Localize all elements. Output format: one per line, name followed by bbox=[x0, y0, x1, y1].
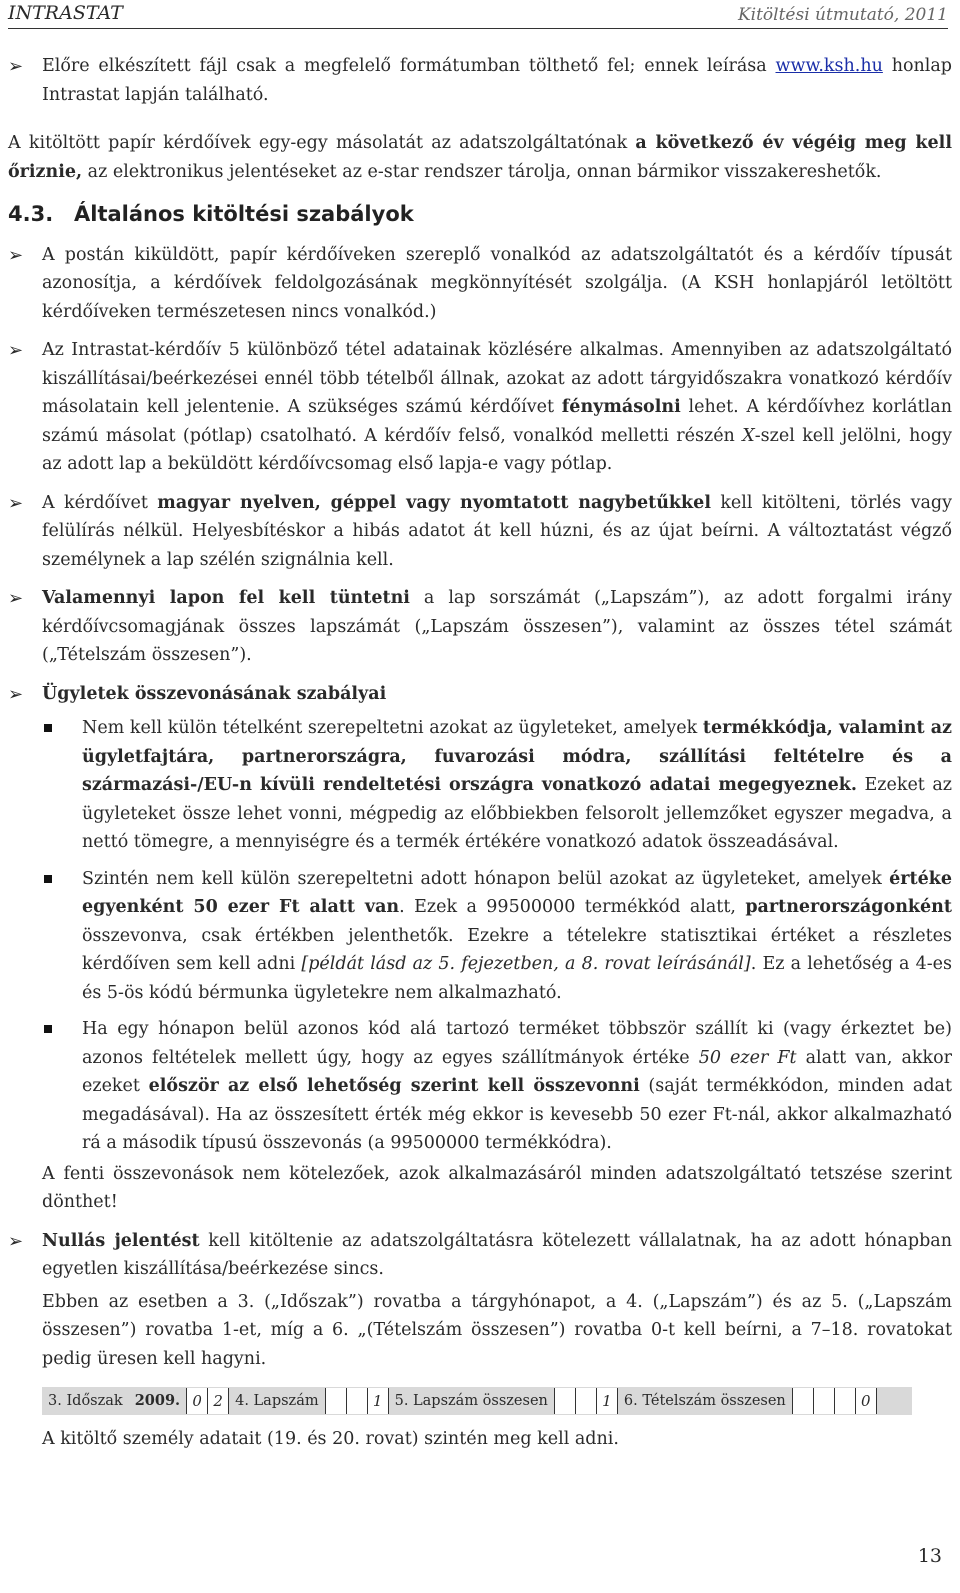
document-body bbox=[8, 52, 952, 1454]
field-year: 2009. bbox=[134, 1391, 181, 1409]
sub-list-item: Szintén nem kell külön szerepeltetni adott hónapon belül azokat az ügyleteket, amelyek értéke egyenként 50 ezer Ft alatt van. Ezek a 99500000 termékkód alatt, partnerországonként összevonva, csak értékben jelenthetők. Ezekre a tételekre statisztikai értéket a részletes kérdőíven sem kell adni [példát lásd az 5. fejezetben, a 8. rovat leírásánál]. Ez a lehetőség a 4-es és 5-ös kódú bérmunka ügyletekre nem alkalmazható. bbox=[8, 865, 952, 1008]
page-header bbox=[8, 0, 948, 29]
sub-list-item: Nem kell külön tételként szerepeltetni azokat az ügyleteket, amelyek termékkódja, valamint az ügyletfajtára, partnerországra, fuvarozási módra, szállítási feltételre és a származási-/EU-n kívüli rendeltetési országra vonatkozó adatai megegyeznek. Ezeket az ügyleteket össze lehet vonni, mégpedig az előbbiekben felsorolt jellemzőket egyszer megadva, a nettó tömegre, a mennyiségre és a termék értékére vonatkozó adatok összeadásával. bbox=[8, 714, 952, 857]
total-items-box bbox=[813, 1388, 834, 1414]
total-items-box: 0 bbox=[855, 1388, 877, 1414]
page-box: 1 bbox=[367, 1388, 389, 1414]
field-label: 5. Lapszám összesen bbox=[394, 1392, 548, 1409]
form-example-row bbox=[42, 1387, 912, 1415]
page-box bbox=[325, 1388, 346, 1414]
total-pages-box bbox=[575, 1388, 596, 1414]
header-subtitle: Kitöltési útmutató, 2011 bbox=[737, 5, 948, 25]
field-label: 3. Időszak bbox=[48, 1392, 123, 1409]
field-label: 4. Lapszám bbox=[235, 1392, 319, 1409]
page-number: 13 bbox=[917, 1545, 942, 1567]
section-heading: 4.3. Általános kitöltési szabályok bbox=[8, 202, 414, 226]
paragraph: A kitöltött papír kérdőívek egy-egy másolatát az adatszolgáltatónak a következő év végéig meg kell őriznie, az elektronikus jelentéseket az e-star rendszer tárolja, onnan bármikor visszakereshetők. bbox=[8, 133, 952, 182]
arrow-bullet-icon: ➢ bbox=[8, 683, 24, 705]
list-item bbox=[8, 680, 952, 709]
total-pages-box bbox=[554, 1388, 575, 1414]
list-item: ➢ Nullás jelentést kell kitöltenie az adatszolgáltatásra kötelezett vállalatnak, ha az adott hónapban egyetlen kiszállítása/beérkezése sincs. bbox=[8, 1227, 952, 1284]
total-items-box bbox=[792, 1388, 813, 1414]
list-item: ➢ A postán kiküldött, papír kérdőíveken szereplő vonalkód az adatszolgáltatót és a kérdőív típusát azonosítja, a kérdőívek feldolgozásának megkönnyítését szolgálja. (A KSH honlapjáról letöltött kérdőíveken természetesen nincs vonalkód.) bbox=[8, 241, 952, 327]
sub-list-item: Ha egy hónapon belül azonos kód alá tartozó terméket többször szállít ki (vagy érkeztet be) azonos feltételek mellett úgy, hogy az egyes szállítmányok értéke 50 ezer Ft alatt van, akkor ezeket először az első lehetőség szerint kell összevonni (saját termékkódon, minden adat megadásával). Ha az összesített érték még ekkor is kevesebb 50 ezer Ft-nál, akkor alkalmazható rá a második típusú összevonás (a 99500000 termékkódra). bbox=[8, 1015, 952, 1158]
arrow-bullet-icon: ➢ bbox=[8, 244, 24, 266]
arrow-bullet-icon: ➢ bbox=[8, 56, 24, 77]
paragraph: Ebben az esetben a 3. („Időszak”) rovatba a tárgyhónapot, a 4. („Lapszám”) és az 5. („Lapszám összesen”) rovatba 1-et, míg a 6. „(Tételszám összesen”) rovatba 0-t kell beírni, a 7–18. rovatokat pedig üresen kell hagyni. bbox=[42, 1291, 952, 1369]
square-bullet-icon bbox=[44, 1025, 52, 1033]
field-label: 6. Tételszám összesen bbox=[623, 1392, 786, 1409]
arrow-bullet-icon: ➢ bbox=[8, 588, 24, 609]
paragraph: A fenti összevonások nem kötelezőek, azok alkalmazásáról minden adatszolgáltató tetszése szerint dönthet! bbox=[42, 1163, 952, 1212]
ksh-link[interactable]: www.ksh.hu bbox=[775, 56, 883, 76]
period-box: 2 bbox=[207, 1388, 229, 1414]
arrow-bullet-icon: ➢ bbox=[8, 492, 24, 514]
square-bullet-icon bbox=[44, 724, 52, 732]
list-item: ➢ Valamennyi lapon fel kell tüntetni a lap sorszámát („Lapszám”), az adott forgalmi irány kérdőívcsomagjának összes lapszámát („Lapszám összesen”), valamint az összes tétel számát („Tételszám összesen”). bbox=[8, 584, 952, 670]
list-item: ➢ Előre elkészített fájl csak a megfelelő formátumban tölthető fel; ennek leírása www.ksh.hu honlap Intrastat lapján található. bbox=[8, 52, 952, 109]
list-item: ➢ Az Intrastat-kérdőív 5 különböző tétel adatainak közlésére alkalmas. Amennyiben az adatszolgáltató kiszállításai/beérkezései ennél több tételből állnak, azokat az adott tárgyidőszakra vonatkozó kérdőív másolatain kell jelentenie. A szükséges számú kérdőívet fénymásolni lehet. A kérdőívhez korlátlan számú másolat (pótlap) csatolható. A kérdőív felső, vonalkód melletti részén X-szel kell jelölni, hogy az adott lap a beküldött kérdőívcsomag első lapja-e vagy pótlap. bbox=[8, 336, 952, 479]
square-bullet-icon bbox=[44, 875, 52, 883]
subsection-title: Ügyletek összevonásának szabályai bbox=[42, 683, 387, 704]
arrow-bullet-icon: ➢ bbox=[8, 1230, 24, 1252]
total-pages-box: 1 bbox=[596, 1388, 618, 1414]
list-item: ➢ A kérdőívet magyar nyelven, géppel vagy nyomtatott nagybetűkkel kell kitölteni, törlés vagy felülírás nélkül. Helyesbítéskor a hibás adatot át kell húzni, és az újat beírni. A változtatást végző személynek a lap szélén szignálnia kell. bbox=[8, 489, 952, 575]
footer-paragraph: A kitöltő személy adatait (19. és 20. rovat) szintén meg kell adni. bbox=[42, 1429, 619, 1449]
period-box: 0 bbox=[186, 1388, 207, 1414]
total-items-box bbox=[834, 1388, 855, 1414]
header-title: INTRASTAT bbox=[8, 2, 123, 24]
arrow-bullet-icon: ➢ bbox=[8, 340, 24, 361]
page-box bbox=[346, 1388, 367, 1414]
